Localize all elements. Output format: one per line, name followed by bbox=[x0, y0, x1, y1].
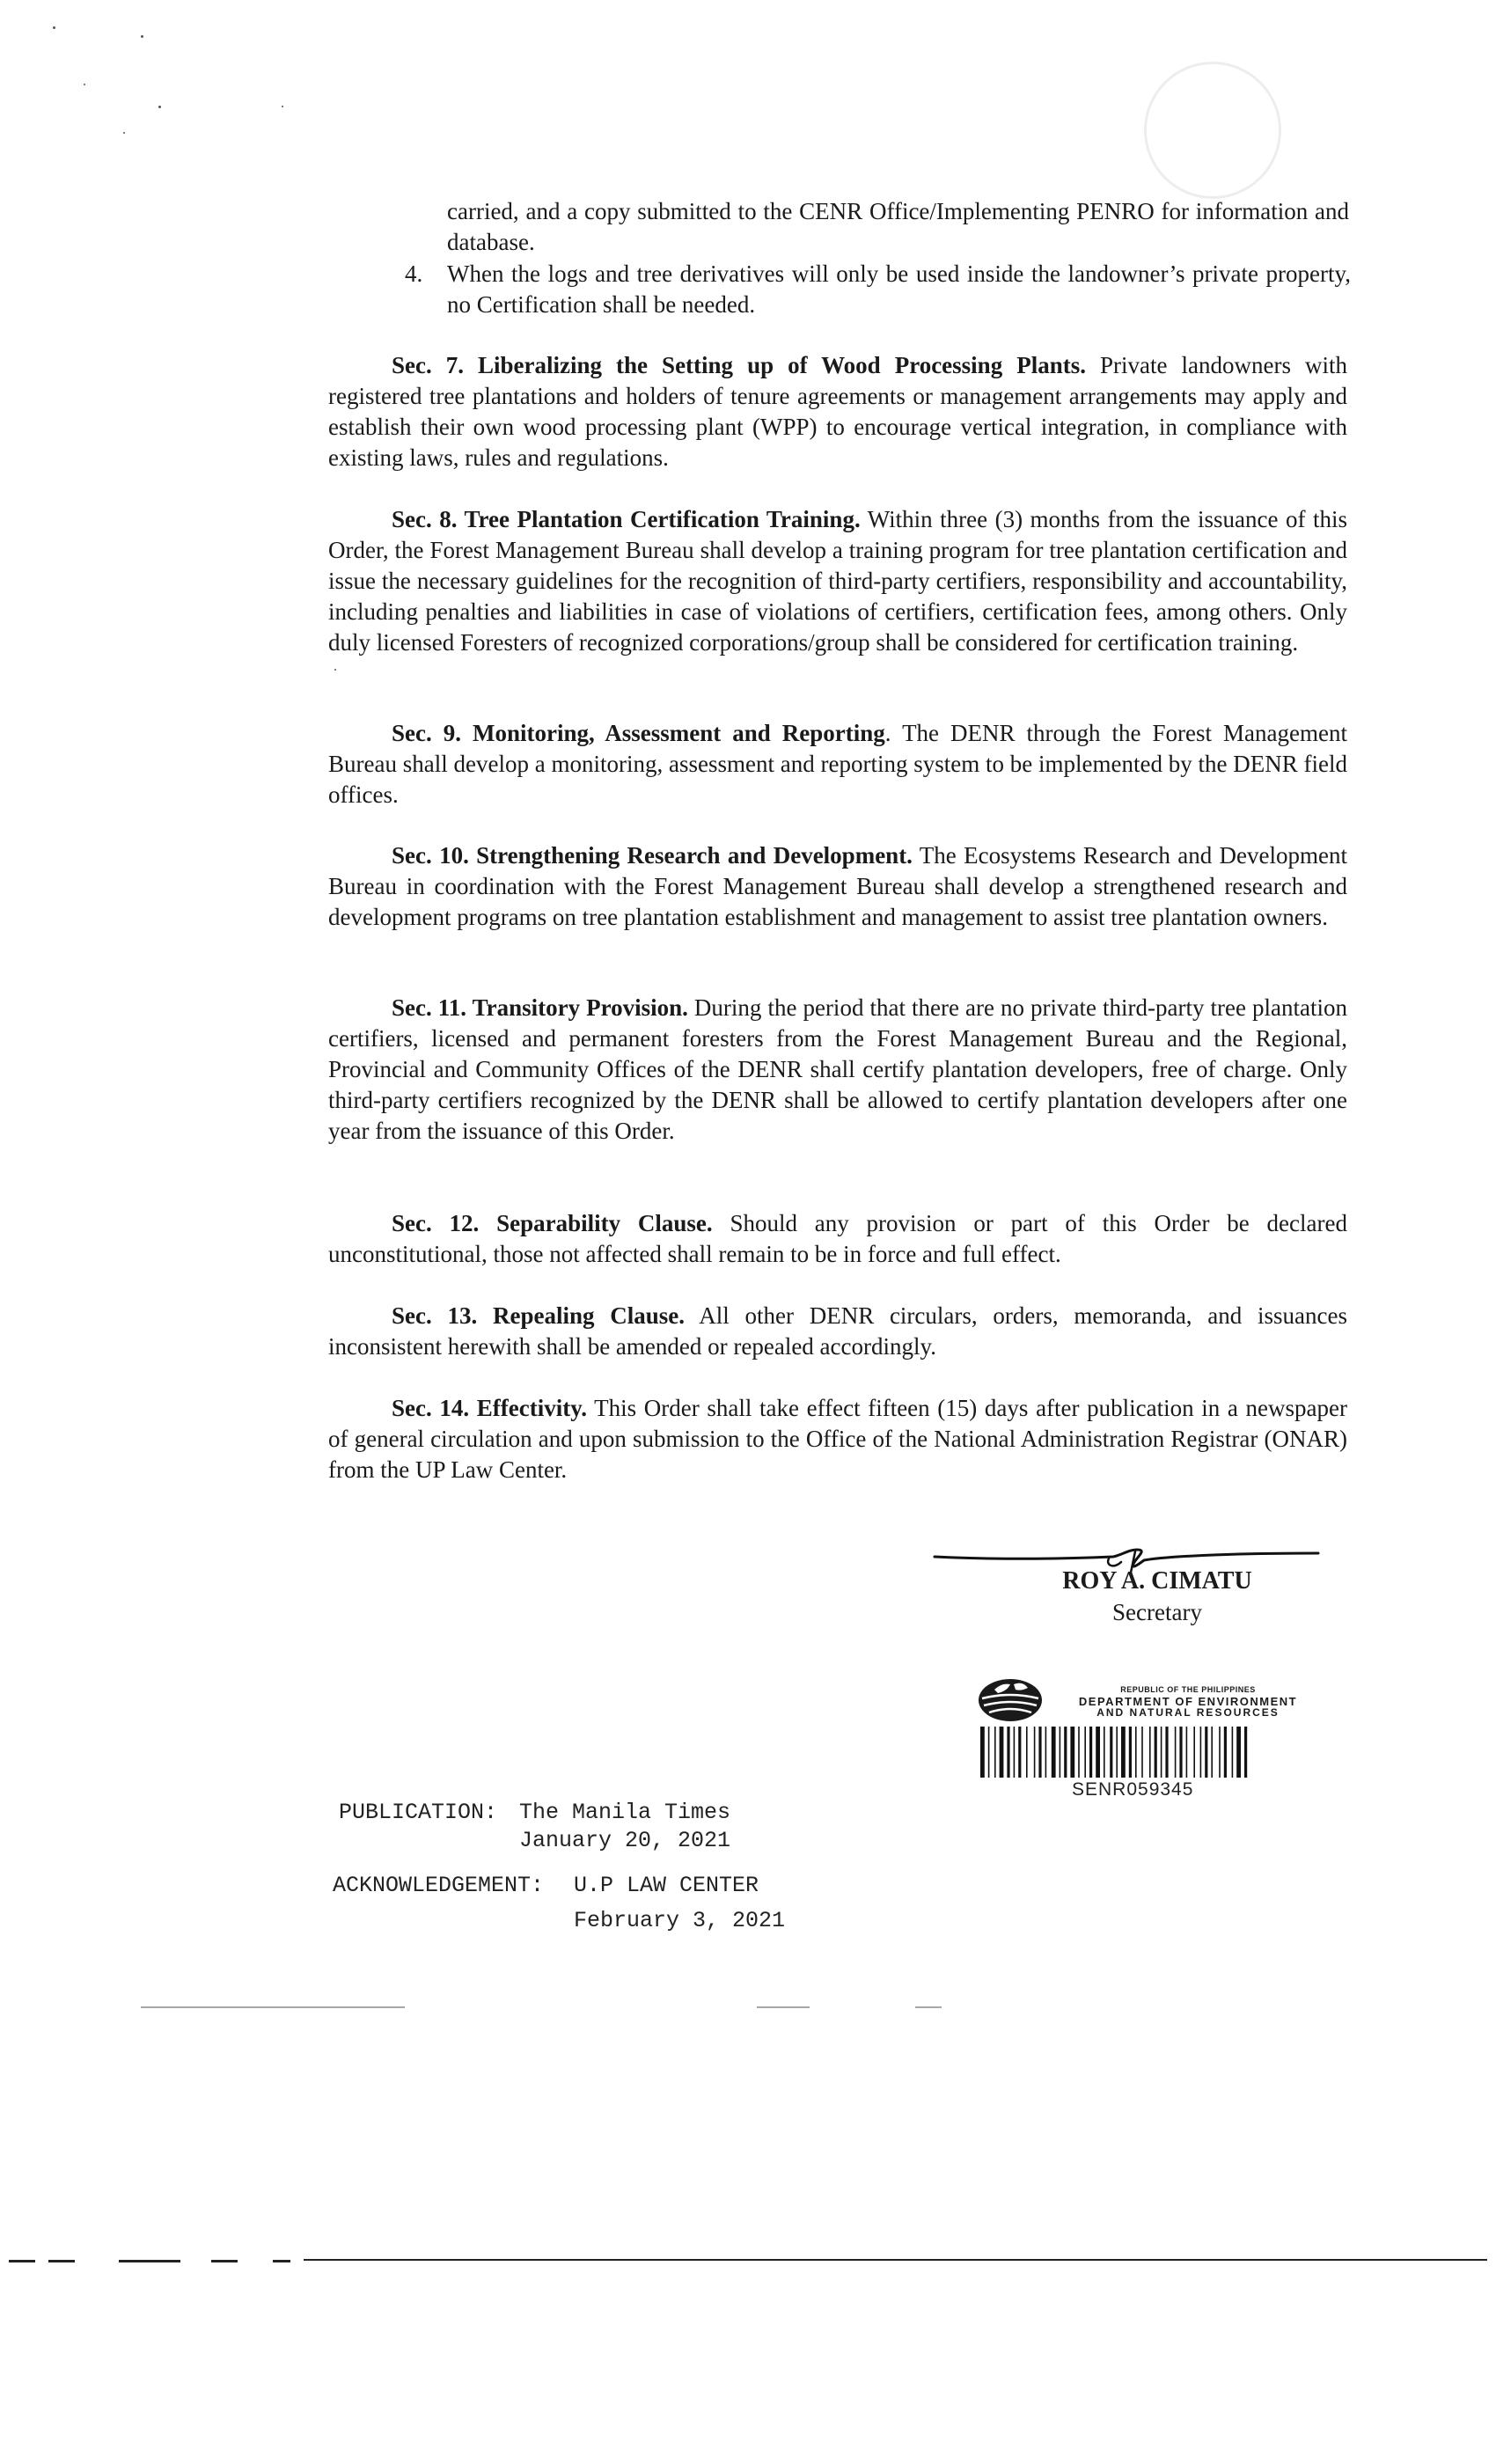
section-9 bbox=[328, 718, 1347, 810]
barcode-bar bbox=[1193, 1727, 1195, 1778]
stamp-republic: REPUBLIC OF THE PHILIPPINES bbox=[1120, 1685, 1256, 1694]
barcode-bar bbox=[1200, 1727, 1202, 1778]
scan-speck bbox=[282, 106, 283, 107]
section-heading: Sec. 9. Monitoring, Assessment and Reporting bbox=[392, 720, 885, 746]
barcode-bar bbox=[1052, 1727, 1056, 1778]
barcode-icon bbox=[979, 1727, 1322, 1778]
section-body: Should any provision or part of this Order be declared unconstitutional, those not affected shall remain to be in force and full effect. bbox=[328, 1210, 1347, 1267]
scan-speck bbox=[334, 669, 336, 671]
barcode-bar bbox=[1084, 1727, 1086, 1778]
barcode-bar bbox=[988, 1727, 990, 1778]
section-heading: Sec. 11. Transitory Provision. bbox=[392, 994, 688, 1021]
signatory-name: ROY A. CIMATU bbox=[1062, 1567, 1252, 1595]
section-12 bbox=[328, 1208, 1347, 1270]
barcode-bar bbox=[1161, 1727, 1162, 1778]
barcode-bar bbox=[1186, 1727, 1188, 1778]
barcode-bar bbox=[1149, 1727, 1151, 1778]
barcode-bar bbox=[1110, 1727, 1112, 1778]
list-item-text: When the logs and tree derivatives will only be used inside the landowner’s private property, no Certification shall be needed. bbox=[447, 260, 1351, 318]
acknowledgement-entity: U.P LAW CENTER bbox=[574, 1873, 759, 1898]
barcode-bar bbox=[1064, 1727, 1067, 1778]
barcode-bar bbox=[980, 1727, 985, 1778]
ghost-seal-mark bbox=[1144, 62, 1281, 199]
footer-rule bbox=[304, 2259, 1487, 2261]
section-heading: Sec. 14. Effectivity. bbox=[392, 1395, 587, 1421]
signatory-title: Secretary bbox=[1112, 1599, 1202, 1625]
footer-dash bbox=[119, 2260, 180, 2262]
footer-dash bbox=[211, 2260, 238, 2262]
barcode-bar bbox=[1104, 1727, 1105, 1778]
barcode-bar bbox=[1135, 1727, 1137, 1778]
section-heading: Sec. 8. Tree Plantation Certification Training. bbox=[392, 506, 861, 532]
footer-dash bbox=[48, 2260, 75, 2262]
section-8 bbox=[328, 504, 1347, 658]
section-body: Within three (3) months from the issuance of this Order, the Forest Management Bureau shall develop a training program for tree plantation certification and issue the necessary guidelines for the recognition of third-party certifiers, responsibility and accountability, including penalties and liabilities in case of violations of certifiers, certification fees, among others. Only duly licensed Foresters of recognized corporations/group shall be considered for certification training. bbox=[328, 506, 1347, 656]
scan-speck bbox=[123, 132, 125, 134]
barcode-bar bbox=[1205, 1727, 1207, 1778]
denr-barcode-stamp bbox=[975, 1672, 1323, 1804]
section-body: The Ecosystems Research and Development Bureau in coordination with the Forest Management Bureau shall develop a strengthened research and development programs on tree plantation establishment and management to assist tree plantation owners. bbox=[328, 842, 1347, 930]
section-7 bbox=[328, 350, 1347, 473]
barcode-bar bbox=[1096, 1727, 1100, 1778]
barcode-bar bbox=[1244, 1727, 1247, 1778]
barcode-bar bbox=[1155, 1727, 1157, 1778]
barcode-bar bbox=[1060, 1727, 1061, 1778]
section-body: Private landowners with registered tree plantations and holders of tenure agreements or management arrangements may apply and establish their own wood processing plant (WPP) to encourage vertical integration, in compliance with existing laws, rules and regulations. bbox=[328, 352, 1347, 471]
barcode-bar bbox=[1224, 1727, 1227, 1778]
barcode-bar bbox=[1175, 1727, 1177, 1778]
barcode-bar bbox=[1014, 1727, 1016, 1778]
barcode-bar bbox=[1018, 1727, 1021, 1778]
section-14 bbox=[328, 1393, 1347, 1485]
scan-speck bbox=[53, 26, 55, 29]
barcode-number: SENR059345 bbox=[1072, 1779, 1194, 1800]
barcode-bar bbox=[1232, 1727, 1234, 1778]
stamp-resources: AND NATURAL RESOURCES bbox=[1096, 1706, 1280, 1719]
list-item-number: 4. bbox=[405, 260, 423, 287]
faint-rule bbox=[915, 2006, 942, 2008]
barcode-bar bbox=[1078, 1727, 1080, 1778]
scan-speck bbox=[84, 84, 85, 85]
publication-label: PUBLICATION: bbox=[339, 1800, 498, 1825]
barcode-bar bbox=[1141, 1727, 1143, 1778]
barcode-bar bbox=[1000, 1727, 1004, 1778]
barcode-bar bbox=[1034, 1727, 1036, 1778]
section-heading: Sec. 10. Strengthening Research and Development. bbox=[392, 842, 913, 869]
faint-rule bbox=[141, 2006, 405, 2008]
section-heading: Sec. 12. Separability Clause. bbox=[392, 1210, 713, 1236]
barcode-bar bbox=[1165, 1727, 1168, 1778]
scan-speck bbox=[158, 106, 161, 108]
publication-newspaper: The Manila Times bbox=[519, 1800, 731, 1825]
barcode-bar bbox=[1045, 1727, 1047, 1778]
barcode-bar bbox=[1070, 1727, 1074, 1778]
barcode-bar bbox=[1089, 1727, 1092, 1778]
barcode-bar bbox=[1026, 1727, 1028, 1778]
barcode-bar bbox=[1211, 1727, 1213, 1778]
barcode-bar bbox=[1219, 1727, 1221, 1778]
section-body: During the period that there are no private third-party tree plantation certifiers, licensed and permanent foresters from the Forest Management Bureau and the Regional, Provincial and Community Offices of the DENR shall certify plantation developers, free of charge. Only third-party certifiers recognized by the DENR shall be allowed to certify plantation developers after one year from the issuance of this Order. bbox=[328, 994, 1347, 1144]
scan-speck bbox=[141, 35, 143, 38]
footer-dash bbox=[9, 2260, 35, 2262]
barcode-bar bbox=[1121, 1727, 1126, 1778]
continuation-paragraph: carried, and a copy submitted to the CENR Office/Implementing PENRO for information and database. bbox=[447, 198, 1349, 255]
section-body: This Order shall take effect fifteen (15) days after publication in a newspaper of general circulation and upon submission to the Office of the National Administration Registrar (ONAR) from the UP Law Center. bbox=[328, 1395, 1347, 1483]
section-11 bbox=[328, 993, 1347, 1147]
acknowledgement-label: ACKNOWLEDGEMENT: bbox=[333, 1873, 545, 1898]
barcode-bar bbox=[1007, 1727, 1009, 1778]
section-body: . The DENR through the Forest Management Bureau shall develop a monitoring, assessment and reporting system to be implemented by the DENR field offices. bbox=[328, 720, 1347, 808]
barcode-bar bbox=[1129, 1727, 1132, 1778]
barcode-bar bbox=[1236, 1727, 1241, 1778]
faint-rule bbox=[757, 2006, 810, 2008]
stamp-text-block bbox=[1047, 1684, 1329, 1719]
barcode-bar bbox=[1038, 1727, 1041, 1778]
publication-date: January 20, 2021 bbox=[519, 1828, 731, 1853]
section-13 bbox=[328, 1301, 1347, 1362]
list-item bbox=[405, 259, 1351, 320]
stamp-department: DEPARTMENT OF ENVIRONMENT bbox=[1078, 1695, 1298, 1708]
acknowledgement-date: February 3, 2021 bbox=[574, 1908, 786, 1933]
barcode-bar bbox=[1116, 1727, 1118, 1778]
barcode-bar bbox=[994, 1727, 996, 1778]
footer-dash bbox=[273, 2260, 290, 2262]
section-body: All other DENR circulars, orders, memoranda, and issuances inconsistent herewith shall be amended or repealed accordingly. bbox=[328, 1302, 1347, 1360]
section-heading: Sec. 7. Liberalizing the Setting up of Wood Processing Plants. bbox=[392, 352, 1086, 378]
barcode-bar bbox=[1179, 1727, 1182, 1778]
section-heading: Sec. 13. Repealing Clause. bbox=[392, 1302, 685, 1329]
denr-logo-icon bbox=[975, 1672, 1045, 1725]
section-10 bbox=[328, 840, 1347, 933]
